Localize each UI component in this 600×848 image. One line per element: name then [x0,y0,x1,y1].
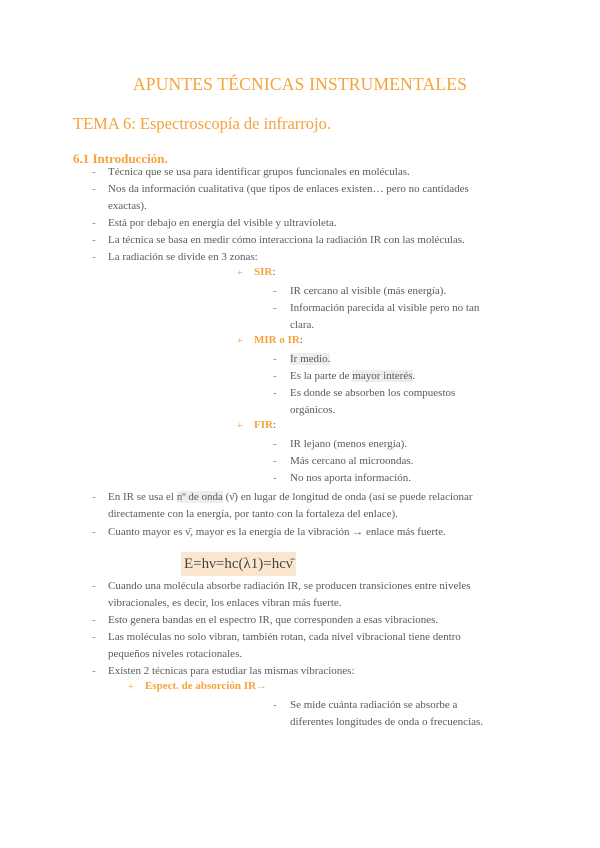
bullet-dash: - [273,438,277,450]
bullet-dash: - [92,234,96,246]
bullet-dash: - [273,387,277,399]
fir-item-1: IR lejano (menos energía). [290,438,408,450]
technique-item-1: Se mide cuánta radiación se absorbe a [290,699,458,711]
sub-bullet-plus: + [237,336,243,347]
bullet-dash: - [92,665,96,677]
highlighted-text: nº de onda [176,491,223,503]
intro-bullet-2-cont: exactas). [108,200,147,212]
bullet-dash: - [92,526,96,538]
technique-label: Espect. de absorción IR→ [145,680,268,692]
sir-item-2: Información parecida al visible pero no tan [290,302,480,314]
later-bullet-4: Existen 2 técnicas para estudiar las mismas vibraciones: [108,665,355,677]
later-bullet-3-cont: pequeños niveles rotacionales. [108,648,243,660]
energy-formula: E=hν=hc(λ1)=hcν̄ [181,552,296,576]
bullet-dash: - [273,455,277,467]
intro-bullet-5: La radiación se divide en 3 zonas: [108,251,258,263]
chapter-title: TEMA 6: Espectroscopía de infrarrojo. [73,114,331,133]
wavenumber-bullet: En IR se usa el nº de onda (ν̄) en lugar de longitud de onda (así se puede relacionar [108,491,473,503]
later-bullet-2: Esto genera bandas en el espectro IR, que corresponden a esas vibraciones. [108,614,439,626]
technique-item-1-cont: diferentes longitudes de onda o frecuencias. [290,716,484,728]
energy-bullet: Cuanto mayor es ν̄, mayor es la energía de la vibración → enlace más fuerte. [108,526,446,538]
bullet-dash: - [92,491,96,503]
bullet-dash: - [92,217,96,229]
later-bullet-1: Cuando una molécula absorbe radiación IR, se producen transiciones entre niveles [108,580,471,592]
intro-bullet-3: Está por debajo en energía del visible y ultravioleta. [108,217,337,229]
intro-bullet-1: Técnica que se usa para identificar grupos funcionales en moléculas. [108,166,410,178]
sub-bullet-plus: + [128,682,134,693]
bullet-dash: - [273,353,277,365]
zone-fir-label: FIR: [254,419,277,431]
fir-item-2: Más cercano al microondas. [290,455,414,467]
bullet-dash: - [273,302,277,314]
bullet-dash: - [92,251,96,263]
section-title: 6.1 Introducción. [73,151,168,166]
intro-bullet-2: Nos da información cualitativa (que tipos de enlaces existen… pero no cantidades [108,183,469,195]
sub-bullet-plus: + [237,421,243,432]
sir-item-1: IR cercano al visible (más energía). [290,285,447,297]
bullet-dash: - [273,472,277,484]
zone-mir-label: MIR o IR: [254,334,303,346]
sub-bullet-plus: + [237,268,243,279]
later-bullet-3: Las moléculas no solo vibran, también rotan, cada nivel vibracional tiene dentro [108,631,461,643]
bullet-dash: - [273,285,277,297]
highlighted-text: mayor interés [352,370,413,382]
mir-item-3: Es donde se absorben los compuestos [290,387,456,399]
zone-sir-label: SIR: [254,266,276,278]
bullet-dash: - [92,631,96,643]
document-title: APUNTES TÉCNICAS INSTRUMENTALES [132,74,468,94]
mir-item-2: Es la parte de mayor interés. [290,370,416,382]
intro-bullet-4: La técnica se basa en medir cómo interacciona la radiación IR con las moléculas. [108,234,465,246]
bullet-dash: - [92,166,96,178]
bullet-dash: - [92,614,96,626]
mir-item-1: Ir medio. [290,353,331,365]
bullet-dash: - [273,699,277,711]
later-bullet-1-cont: vibracionales, es decir, los enlaces vibran más fuerte. [108,597,342,609]
sir-item-2-cont: clara. [290,319,315,331]
wavenumber-bullet-cont: directamente con la energía, por tanto con la fortaleza del enlace). [108,508,398,520]
fir-item-3: No nos aporta información. [290,472,411,484]
bullet-dash: - [92,183,96,195]
bullet-dash: - [92,580,96,592]
mir-item-3-cont: orgánicos. [290,404,336,416]
bullet-dash: - [273,370,277,382]
